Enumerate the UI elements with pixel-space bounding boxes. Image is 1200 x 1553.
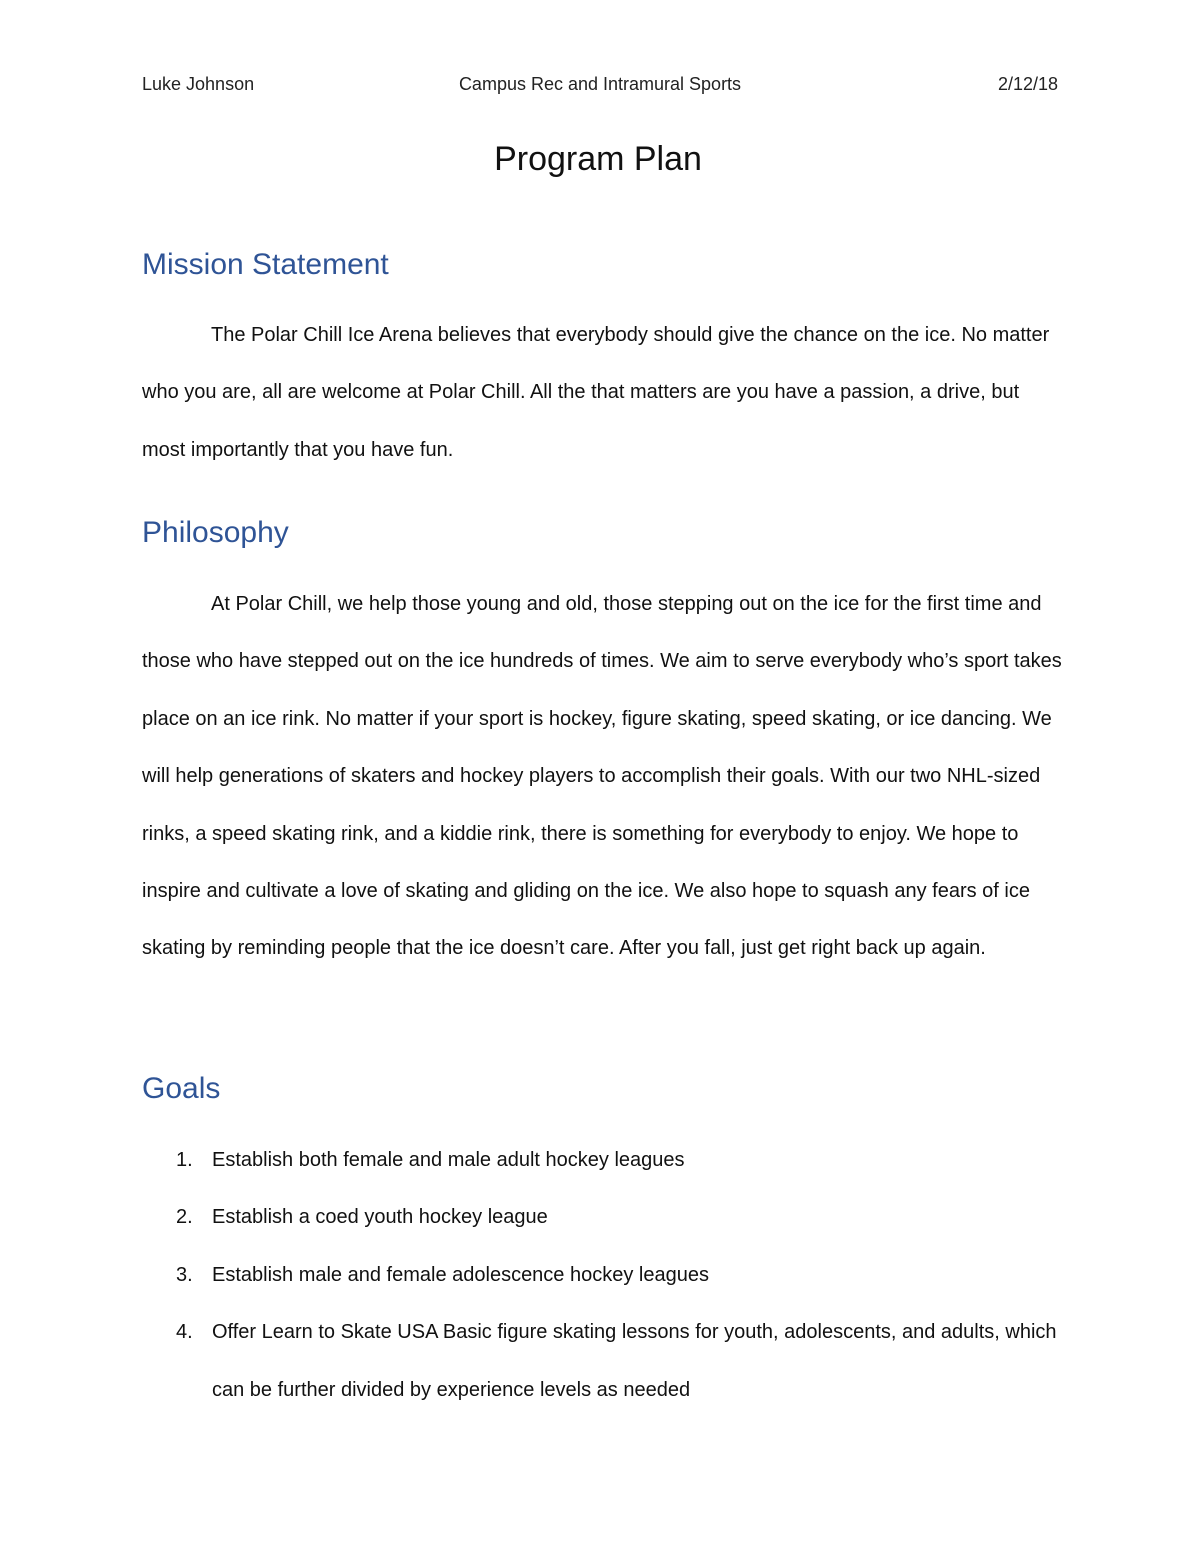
goal-number: 3. <box>176 1263 193 1286</box>
goal-text: Establish a coed youth hockey league <box>212 1206 548 1229</box>
goal-text: Establish both female and male adult hockey leagues <box>212 1149 685 1171</box>
goals-heading: Goals <box>142 1072 221 1105</box>
goals-list <box>142 1132 1062 1419</box>
goal-number: 2. <box>176 1206 193 1229</box>
mission-heading: Mission Statement <box>142 248 389 281</box>
header-author: Luke Johnson <box>142 74 255 94</box>
page-header <box>142 74 1058 98</box>
document-title: Program Plan <box>494 140 702 178</box>
philosophy-heading: Philosophy <box>142 516 289 549</box>
goal-item <box>142 1247 1062 1304</box>
goal-number: 1. <box>176 1149 193 1171</box>
goal-item <box>142 1304 1062 1419</box>
goal-number: 4. <box>176 1321 193 1344</box>
header-date: 2/12/18 <box>997 74 1058 94</box>
goal-item <box>142 1189 1062 1246</box>
mission-paragraph: The Polar Chill Ice Arena believes that everybody should give the chance on the ice. No matter who you are, all are welcome at Polar Chill. All the that matters are you have a passion, a drive, but most importantly that you have fun. <box>142 324 1050 461</box>
goal-item <box>142 1132 1062 1189</box>
header-course: Campus Rec and Intramural Sports <box>458 74 742 94</box>
goal-text: Establish male and female adolescence hockey leagues <box>212 1263 709 1286</box>
philosophy-paragraph: At Polar Chill, we help those young and old, those stepping out on the ice for the first time and those who have stepped out on the ice hundreds of times. We aim to serve everybody who’s sport takes place on an ice rink. No matter if your sport is hockey, figure skating, speed skating, or ice dancing. We will help generations of skaters and hockey players to accomplish their goals. With our two NHL-sized rinks, a speed skating rink, and a kiddie rink, there is something for everybody to enjoy. We hope to inspire and cultivate a love of skating and gliding on the ice. We also hope to squash any fears of ice skating by reminding people that the ice doesn’t care. After you fall, just get right back up again. <box>142 593 1062 960</box>
goal-text: Offer Learn to Skate USA Basic figure skating lessons for youth, adolescents, and adults, which can be further divided by experience levels as needed <box>212 1321 1057 1401</box>
